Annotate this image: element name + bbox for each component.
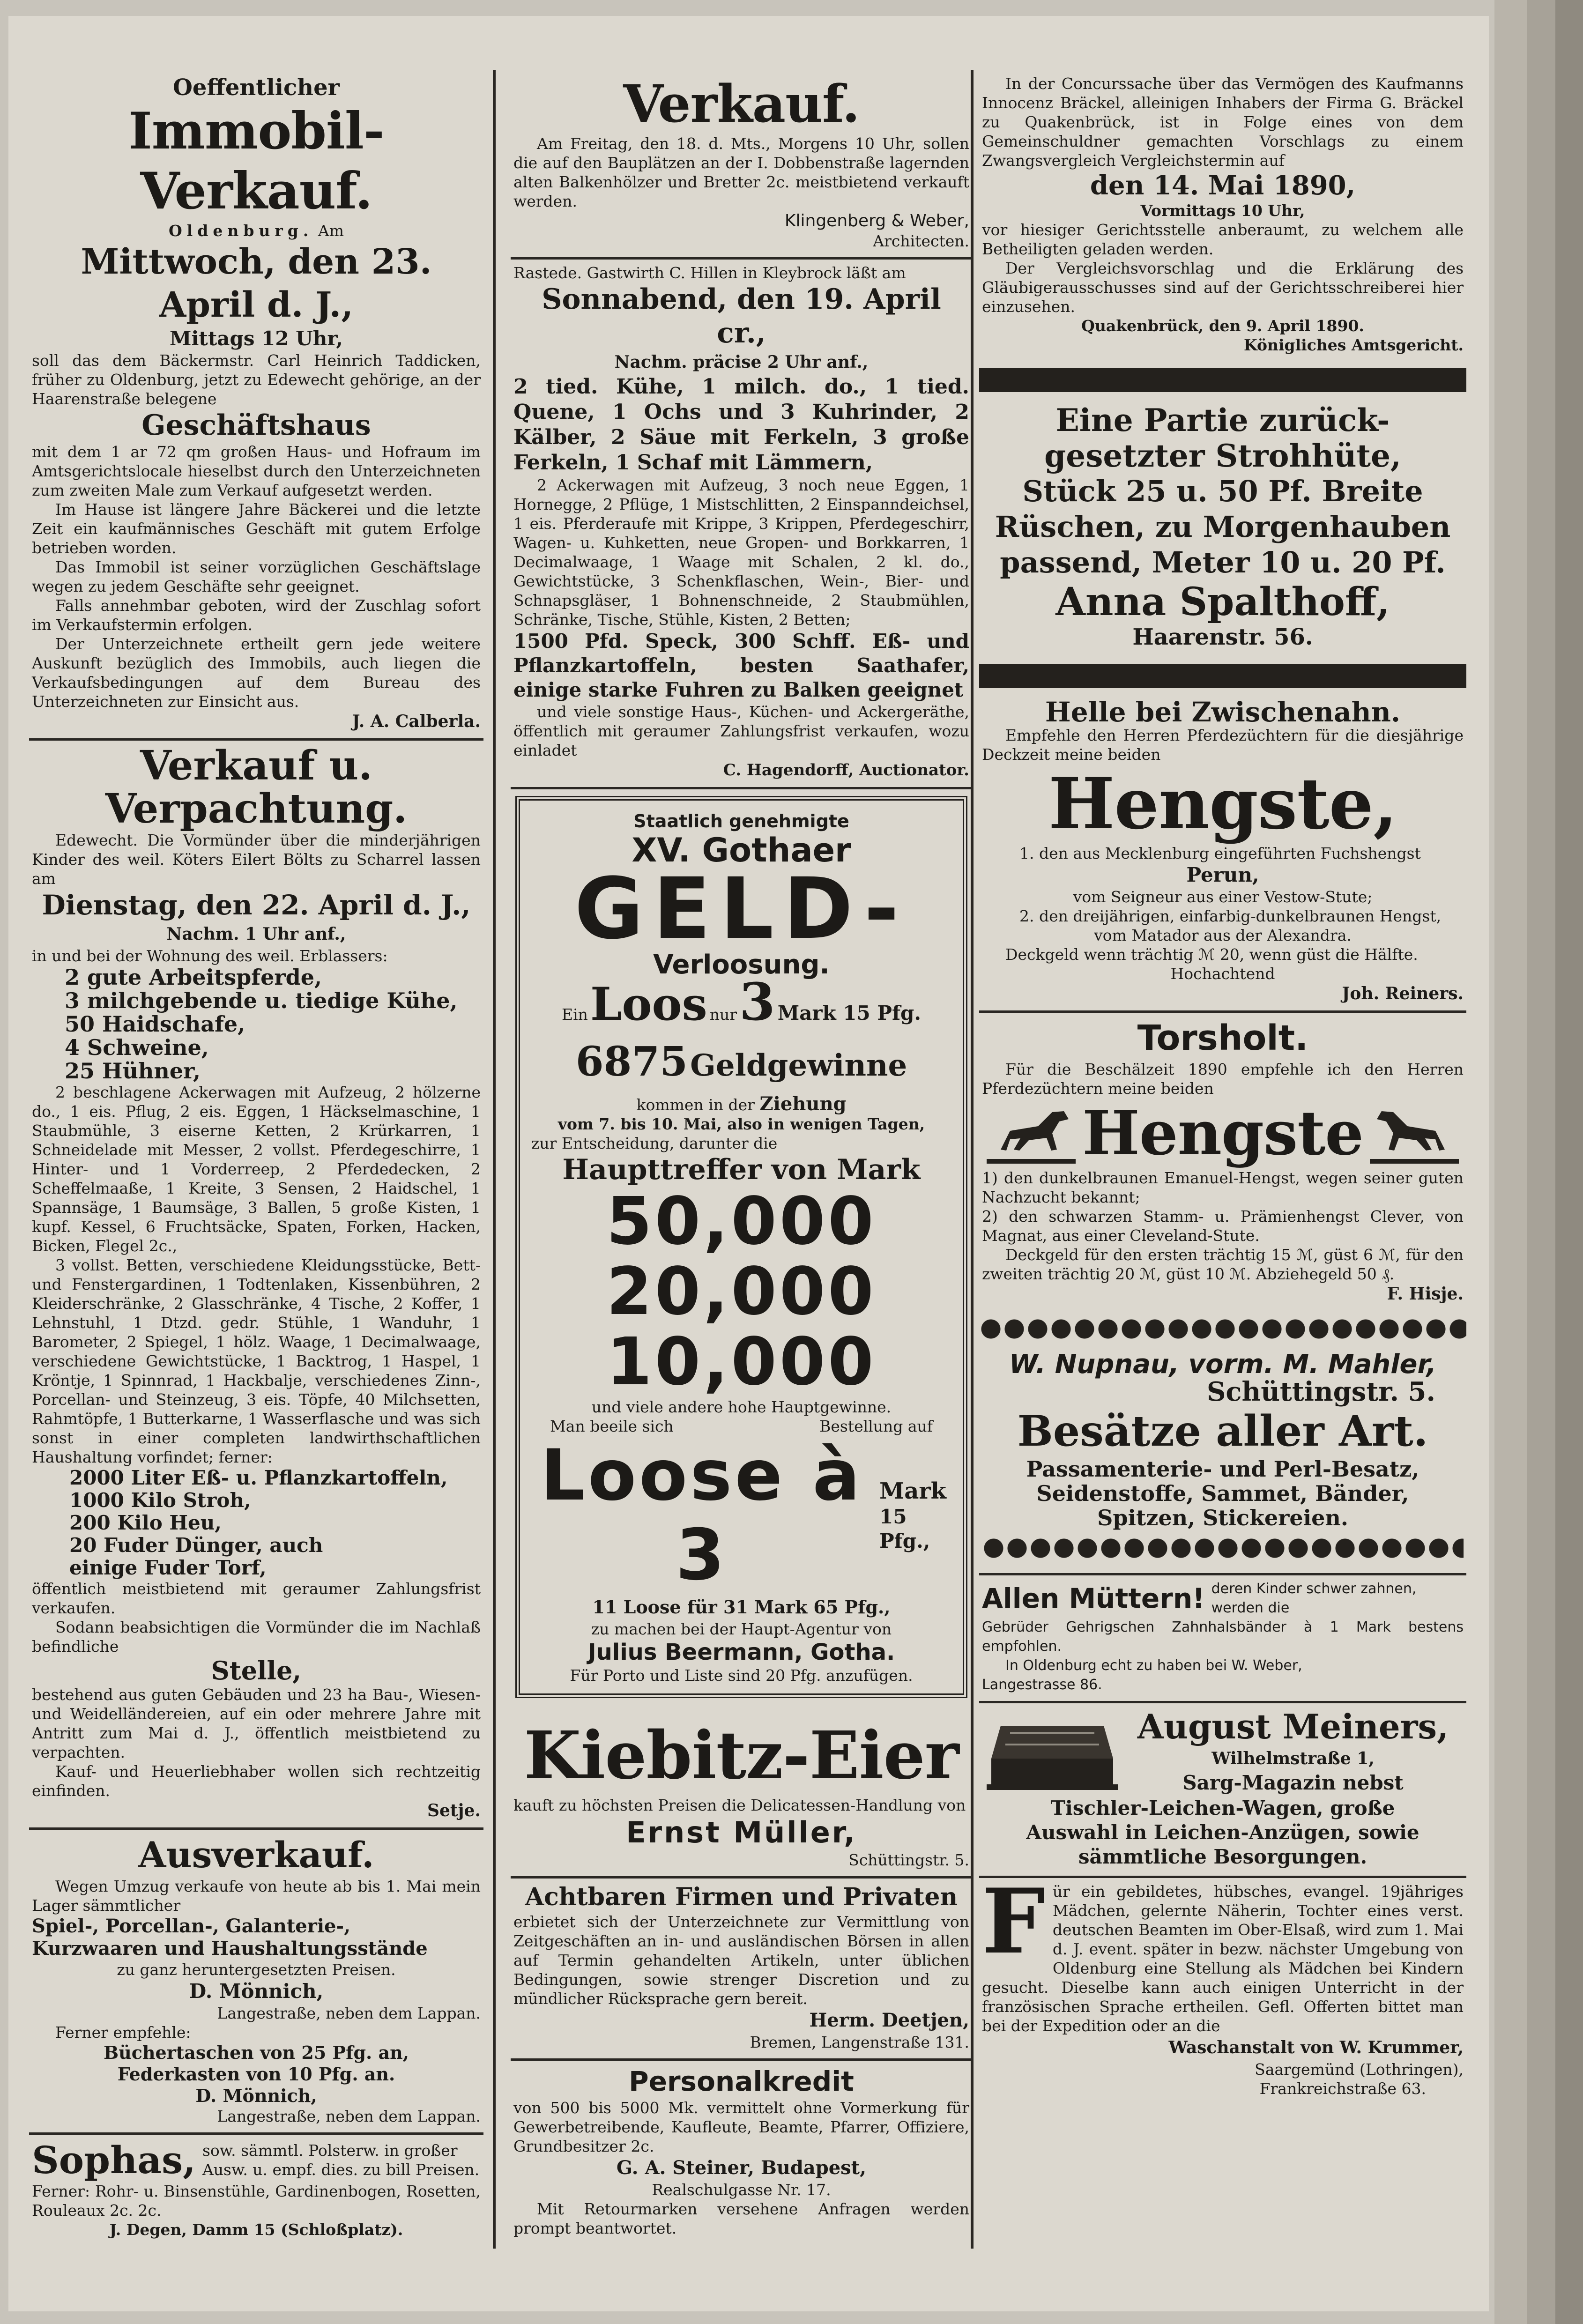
ad-title: Ausverkauf. bbox=[138, 1834, 374, 1876]
paragraph: Wegen Umzug verkaufe von heute ab bis 1. Mai mein Lager sämmtlicher bbox=[32, 1877, 481, 1915]
item-block: 1500 Pfd. Speck, 300 Schff. Eß- und Pflanzkartoffeln, besten Saathafer, einige starke Fuhren zu Balken geeignet bbox=[513, 630, 969, 701]
item-line: 1000 Kilo Stroh, bbox=[69, 1489, 251, 1512]
ad-title: Helle bei Zwischenahn. bbox=[1045, 696, 1401, 728]
signature: Königliches Amtsgericht. bbox=[1244, 336, 1464, 354]
address: Saargemünd (Lothringen), bbox=[1255, 2060, 1464, 2079]
ad-torsholt bbox=[979, 1013, 1466, 1311]
ad-title: Immobil-Verkauf. bbox=[128, 102, 384, 221]
firm-name: Julius Beermann, Gotha. bbox=[587, 1639, 895, 1665]
lottery-line: XV. Gothaer bbox=[632, 831, 851, 869]
lottery-headline: GELD- bbox=[574, 860, 908, 958]
paragraph: zu ganz heruntergesetzten Preisen. bbox=[117, 1960, 396, 1979]
column-right bbox=[979, 70, 1466, 2105]
signature: C. Hagendorff, Auctionator. bbox=[723, 761, 969, 780]
ad-stellung bbox=[979, 1869, 1466, 2105]
page-edge bbox=[1555, 0, 1583, 2324]
ad-allen-muettern bbox=[979, 1575, 1466, 1703]
lottery-line: Staatlich genehmigte bbox=[633, 811, 849, 832]
paragraph: Empfehle den Herren Pferdezüchtern für die diesjährige Deckzeit meine beiden bbox=[982, 726, 1464, 764]
paragraph: öffentlich meistbietend mit geraumer Zahlungsfrist verkaufen. bbox=[32, 1580, 481, 1617]
paragraph: mit dem 1 ar 72 qm großen Haus- und Hofraum im Amtsgerichtslocale hieselbst durch den Unterzeichneten zum zweiten Male zum Verkauf aufgesetzt werden. bbox=[32, 443, 481, 499]
address: Langestraße, neben dem Lappan. bbox=[217, 2107, 481, 2125]
paragraph: Ferner: Rohr- u. Binsenstühle, Gardinenbogen, Rosetten, Rouleaux 2c. 2c. bbox=[32, 2182, 481, 2220]
ad-geld-verloosung bbox=[511, 789, 972, 1712]
ad-line: Stück 25 u. 50 Pf. Breite bbox=[1022, 474, 1423, 508]
prize-heading: Haupttreffer von Mark bbox=[562, 1153, 921, 1186]
drop-cap: F bbox=[982, 1869, 1045, 1974]
column-middle bbox=[511, 70, 972, 2244]
paragraph: ür ein gebildetes, hübsches, evangel. 19jähriges Mädchen, gelernte Näherin, Tochter eines verst. deutschen Beamten im Ober-Elsaß, wird zum 1. Mai d. J. event. später in bezw. nächster Umgebung von Oldenburg eine Stellung als Mädchen bei Kindern gesucht. Dieselbe kann auch einigen Unterricht in der französischen Sprache ertheilen. Gefl. Offerten bittet man bei der Expedition oder an die bbox=[982, 1882, 1464, 2035]
ad-title: W. Nupnau, vorm. M. Mahler, bbox=[1009, 1349, 1437, 1380]
ad-line: Auswahl in Leichen-Anzügen, sowie bbox=[1026, 1821, 1419, 1844]
ad-title: Personalkredit bbox=[629, 2065, 854, 2097]
merchant-name: August Meiners, bbox=[1137, 1707, 1449, 1746]
price: 3 bbox=[739, 972, 775, 1032]
ad-verkauf-balken bbox=[511, 70, 972, 260]
ad-line: Passamenterie- und Perl-Besatz, bbox=[1026, 1456, 1419, 1482]
ad-headline: Besätze aller Art. bbox=[1017, 1406, 1428, 1456]
paragraph: zur Entscheidung, darunter die bbox=[531, 1134, 778, 1152]
ad-line: Sarg-Magazin nebst bbox=[1182, 1771, 1404, 1794]
ad-line: passend, Meter 10 u. 20 Pf. bbox=[1000, 545, 1446, 579]
auction-date: Dienstag, den 22. April d. J., bbox=[42, 889, 471, 921]
signature: Herm. Deetjen, bbox=[809, 2009, 969, 2031]
separator-dots bbox=[979, 1317, 1466, 1341]
paragraph: 2 beschlagene Ackerwagen mit Aufzeug, 2 hölzerne do., 1 eis. Pflug, 2 eis. Eggen, 1 Häckselmaschine, 1 Staubmühle, 3 eiserne Ketten, 2 Krürkarren, 1 Schneidelade mit Messer, 2 vollst. Pferdegeschirre, 1 Hinter- und 1 Vorderreep, 2 Pferdedecken, 2 Scheffelmaaße, 1 Kreite, 3 Sensen, 2 Haidschel, 1 Spannsäge, 1 Baumsäge, 3 Ballen, 5 große Kisten, 1 kupf. Kessel, 6 Fruchtsäcke, Spaten, Forken, Hacken, Bicken, Flegel 2c., bbox=[32, 1083, 481, 1255]
paragraph: sow. sämmtl. Polsterw. in großer Ausw. u. empf. dies. zu bill Preisen. bbox=[202, 2141, 480, 2179]
item-line: 50 Haidschafe, bbox=[65, 1011, 245, 1037]
paragraph: 2 Ackerwagen mit Aufzeug, 3 noch neue Eggen, 1 Hornegge, 2 Pflüge, 1 Mistschlitten, 2 Einspanndeichsel, 1 eis. Pferderaufe mit Krippe, 3 Krippen, Pferdegeschirr, Wagen- u. Kuhketten, neue Gropen- und Borkkarren, 1 Decimalwaage, 1 Waage mit Schalen, 2 kl. do., Gewichtstücke, 3 Schenkflaschen, Wein-, Bier- und Schnapsgläser, 1 Bohnenschneide, 2 Staubmühlen, Schränke, Tische, Stühle, Kisten, 2 Betten; bbox=[513, 476, 969, 629]
ad-strohhuete bbox=[979, 399, 1466, 657]
ad-line: gesetzter Strohhüte, bbox=[1044, 438, 1401, 474]
address: Schüttingstr. 5. bbox=[848, 1851, 969, 1869]
address: Wilhelmstraße 1, bbox=[1211, 1749, 1375, 1768]
horse-line: 1. den aus Mecklenburg eingeführten Fuchshengst bbox=[1019, 844, 1421, 862]
merchant-name: D. Mönnich, bbox=[195, 2085, 317, 2106]
ad-concurs bbox=[979, 70, 1466, 361]
auction-date: Sonnabend, den 19. April cr., bbox=[542, 283, 941, 349]
lot-offer: Loose à 3 bbox=[540, 1435, 863, 1596]
item-block: 2 tied. Kühe, 1 milch. do., 1 tied. Quene, 1 Ochs und 3 Kuhrinder, 2 Kälber, 2 Säue mit Ferkeln, 3 große Ferkeln, 1 Schaf mit Lämmern, bbox=[513, 375, 969, 475]
address: Langestraße, neben dem Lappan. bbox=[217, 2004, 481, 2022]
paragraph: In der Concurssache über das Vermögen des Kaufmanns Innocenz Bräckel, alleinigen Inhabers der Firma G. Bräckel zu Quakenbrück, ist in Folge eines von dem Gemeinschuldner gemachten Vorschlags zu einem Zwangsvergleich Vergleichstermin auf bbox=[982, 74, 1464, 170]
paragraph: erbietet sich der Unterzeichnete zur Vermittlung von Zeitgeschäften an in- und ausländischen Börsen in allen auf Termin gehandelten Artikeln, unter üblichen Bedingungen, sowie strenger Discretion und zu mündlicher Rücksprache gern bereit. bbox=[513, 1913, 969, 2008]
text: Mark bbox=[879, 1478, 946, 1504]
ad-boersen bbox=[511, 1879, 972, 2061]
horse-line: 2) den schwarzen Stamm- u. Prämienhengst Clever, von Magnat, aus einer Cleveland-Stute. bbox=[982, 1207, 1464, 1245]
auction-time: Mittags 12 Uhr, bbox=[169, 327, 343, 350]
item-line: Federkasten von 10 Pfg. an. bbox=[117, 2064, 395, 2085]
object-title: Geschäftshaus bbox=[141, 409, 371, 442]
auction-time: Nachm. 1 Uhr anf., bbox=[166, 924, 346, 944]
paragraph: 3 vollst. Betten, verschiedene Kleidungsstücke, Bett- und Fenstergardinen, 1 Todtenlaken, Kissenbühren, 2 Kleiderschränke, 2 Glasschränke, 4 Tische, 2 Koffer, 1 Lehnstuhl, 1 Dtzd. gedr. Stühle, 1 Wanduhr, 1 Barometer, 2 Spiegel, 1 hölz. Waage, 1 Decimalwaage, verschiedene Gewichtstücke, 1 Backtrog, 1 Haspel, 1 Kröntje, 1 Spinnrad, 1 Hackbalje, verschiedenes Zinn-, Porcellan- und Steinzeug, 3 eis. Töpfe, 40 Milchsetten, Rahmtöpfe, 1 Butterkarne, 1 Wasserflasche und was sich sonst in einer completen landwirthschaftlichen Haushaltung vorfindet; ferner: bbox=[32, 1256, 481, 1466]
text: kommen in der bbox=[636, 1096, 755, 1114]
greeting: Hochachtend bbox=[1170, 965, 1275, 983]
ad-sophas bbox=[29, 2135, 483, 2246]
place-date: Quakenbrück, den 9. April 1890. bbox=[1081, 317, 1364, 335]
paragraph: Kauf- und Heuerliebhaber wollen sich rechtzeitig einfinden. bbox=[32, 1762, 481, 1800]
paragraph: Im Hause ist längere Jahre Bäckerei und die letzte Zeit ein kaufmännisches Geschäft mit gutem Erfolge betrieben worden. bbox=[32, 500, 481, 557]
merchant-name: D. Mönnich, bbox=[189, 1980, 324, 2003]
paragraph: In Oldenburg echt zu haben bei W. Weber, bbox=[1005, 1657, 1302, 1674]
lottery-box bbox=[515, 796, 967, 1698]
ad-title: Verkauf u. Verpachtung. bbox=[105, 742, 408, 832]
ad-headline: Hengste bbox=[1082, 1097, 1363, 1169]
horse-line: vom Seigneur aus einer Vestow-Stute; bbox=[1073, 888, 1373, 906]
hearing-date: den 14. Mai 1890, bbox=[1090, 170, 1356, 201]
paragraph: Am Freitag, den 18. d. Mts., Morgens 10 Uhr, sollen die auf den Bauplätzen an der I. Dobbenstraße lagernden alten Balkenhölzer und Bretter 2c. meistbietend verkauft werden. bbox=[513, 134, 969, 210]
hearing-time: Vormittags 10 Uhr, bbox=[1140, 201, 1305, 220]
ad-rastede bbox=[511, 260, 972, 789]
paragraph: Ferner empfehle: bbox=[55, 2023, 191, 2042]
item-line: 2000 Liter Eß- u. Pflanzkartoffeln, bbox=[69, 1466, 448, 1489]
address: Schüttingstr. 5. bbox=[1206, 1376, 1435, 1407]
paragraph: vor hiesiger Gerichtsstelle anberaumt, zu welchem alle Betheiligten geladen werden. bbox=[982, 221, 1464, 258]
ad-title: Torsholt. bbox=[1137, 1018, 1308, 1058]
auction-time: Nachm. präcise 2 Uhr anf., bbox=[614, 352, 869, 372]
goods-line: Spiel-, Porcellan-, Galanterie-, Kurzwaaren und Haushaltungsstände bbox=[32, 1915, 428, 1960]
item-line: einige Fuder Torf, bbox=[69, 1556, 267, 1579]
item-line: 2 gute Arbeitspferde, bbox=[65, 965, 322, 990]
auction-date: Mittwoch, den 23. April d. J., bbox=[81, 242, 432, 325]
ad-title: Allen Müttern! bbox=[982, 1582, 1205, 1614]
paragraph: Deckgeld wenn trächtig ℳ 20, wenn güst die Hälfte. bbox=[1005, 945, 1418, 964]
paragraph: Das Immobil ist seiner vorzüglichen Geschäftslage wegen zu jedem Geschäfte sehr geeignet. bbox=[32, 558, 481, 595]
signature: F. Hisje. bbox=[1387, 1284, 1464, 1304]
draw-dates: vom 7. bis 10. Mai, also in wenigen Tagen, bbox=[557, 1115, 925, 1133]
column-left bbox=[29, 70, 483, 2246]
horse-line: vom Matador aus der Alexandra. bbox=[1094, 926, 1352, 944]
address: Haarenstr. 56. bbox=[1132, 624, 1313, 650]
paragraph: Für die Beschälzeit 1890 empfehle ich den Herren Pferdezüchtern meine beiden bbox=[982, 1060, 1464, 1098]
signature: Joh. Reiners. bbox=[1342, 984, 1464, 1003]
lottery-line: Verloosung. bbox=[653, 950, 830, 980]
horse-line: 2. den dreijährigen, einfarbig-dunkelbraunen Hengst, bbox=[1019, 907, 1442, 925]
separator-dots bbox=[982, 1537, 1464, 1560]
ad-title: Verkauf. bbox=[623, 74, 860, 134]
paragraph: soll das dem Bäckermstr. Carl Heinrich Taddicken, früher zu Oldenburg, jetzt zu Edewecht gehörige, an der Haarenstraße belegene bbox=[32, 351, 481, 408]
ad-subtitle: Oeffentlicher bbox=[173, 74, 340, 101]
horse-name: Perun, bbox=[1186, 863, 1259, 886]
ad-line: Seidenstoffe, Sammet, Bänder, bbox=[1036, 1481, 1409, 1506]
ad-hengste-helle bbox=[979, 695, 1466, 1013]
text: Geldgewinne bbox=[690, 1048, 907, 1083]
paragraph: und viele sonstige Haus-, Küchen- und Ackergeräthe, öffentlich mit geraumer Zahlungsfrist verkaufen, wozu einladet bbox=[513, 703, 969, 759]
paragraph: Sodann beabsichtigen die Vormünder die im Nachlaß befindliche bbox=[32, 1618, 481, 1656]
text: Ein bbox=[562, 1005, 588, 1024]
signature: J. A. Calberla. bbox=[352, 712, 481, 731]
text: Man beeile sich bbox=[550, 1417, 674, 1435]
horse-icon bbox=[982, 1098, 1080, 1168]
ad-personalkredit bbox=[511, 2061, 972, 2244]
paragraph: Deckgeld für den ersten trächtig 15 ℳ, güst 6 ℳ, für den zweiten trächtig 20 ℳ, güst 10 ℳ. Abziehegeld 50 ₰. bbox=[982, 1246, 1464, 1283]
prize-amount: 20,000 bbox=[606, 1254, 877, 1330]
paragraph: Der Unterzeichnete ertheilt gern jede weitere Auskunft bezüglich des Immobils, auch liegen die Verkaufsbedingungen auf dem Bureau des Unterzeichneten zur Einsicht aus. bbox=[32, 635, 481, 711]
merchant-name: Anna Spalthoff, bbox=[1055, 579, 1390, 624]
text: Mark 15 Pfg. bbox=[777, 1002, 921, 1025]
firm-name: Waschanstalt von W. Krummer, bbox=[1168, 2038, 1464, 2057]
paragraph: Für Porto und Liste sind 20 Pfg. anzufügen. bbox=[570, 1666, 913, 1685]
separator-bar bbox=[979, 368, 1466, 392]
ad-line: Spitzen, Stickereien. bbox=[1097, 1505, 1348, 1530]
ad-headline: Hengste, bbox=[1048, 763, 1397, 845]
signature-role: Architecten. bbox=[873, 232, 969, 250]
ad-nupnau bbox=[979, 1347, 1466, 1575]
separator-bar bbox=[979, 664, 1466, 688]
paragraph: zu machen bei der Haupt-Agentur von bbox=[591, 1620, 892, 1638]
object-title: Stelle, bbox=[211, 1656, 302, 1685]
signature: J. Degen, Damm 15 (Schloßplatz). bbox=[109, 2220, 403, 2239]
ad-line: Eine Partie zurück- bbox=[1055, 402, 1390, 438]
item-line: 200 Kilo Heu, bbox=[69, 1511, 222, 1534]
ad-verkauf-verpachtung bbox=[29, 741, 483, 1830]
prize-amount: 50,000 bbox=[606, 1183, 877, 1260]
ad-title: Achtbaren Firmen und Privaten bbox=[525, 1883, 958, 1911]
signature: Setje. bbox=[427, 1801, 481, 1820]
paragraph: und viele andere hohe Hauptgewinne. bbox=[591, 1398, 892, 1416]
paragraph: Gebrüder Gehrigschen Zahnhalsbänder à 1 Mark bestens empfohlen. bbox=[982, 1619, 1464, 1655]
item-line: 20 Fuder Dünger, auch bbox=[69, 1534, 323, 1557]
paragraph: Edewecht. Die Vormünder über die minderjährigen Kinder des weil. Köters Eilert Bölts zu Scharrel lassen am bbox=[32, 831, 481, 888]
column-rule bbox=[493, 70, 496, 2249]
paragraph: von 500 bis 5000 Mk. vermittelt ohne Vormerkung für Gewerbetreibende, Kaufleute, Beamte, Pfarrer, Offiziere, Grundbesitzer 2c. bbox=[513, 2099, 969, 2155]
ad-line: sämmtliche Besorgungen. bbox=[1078, 1845, 1367, 1868]
firm-name: G. A. Steiner, Budapest, bbox=[616, 2157, 867, 2179]
item-line: 3 milchgebende u. tiedige Kühe, bbox=[65, 988, 458, 1013]
item-line: 4 Schweine, bbox=[65, 1035, 209, 1060]
text: nur bbox=[709, 1005, 737, 1024]
text: Ziehung bbox=[759, 1093, 847, 1115]
paragraph: Falls annehmbar geboten, wird der Zuschlag sofort im Verkaufstermin erfolgen. bbox=[32, 596, 481, 634]
ad-title: Kiebitz-Eier bbox=[524, 1717, 959, 1794]
paragraph: Mit Retourmarken versehene Anfragen werden prompt beantwortet. bbox=[513, 2200, 969, 2237]
address: Langestrasse 86. bbox=[982, 1677, 1102, 1693]
horse-line: 1) den dunkelbraunen Emanuel-Hengst, wegen seiner guten Nachzucht bekannt; bbox=[982, 1169, 1464, 1206]
text: Bestellung auf bbox=[819, 1417, 933, 1435]
prize-amount: 10,000 bbox=[606, 1324, 877, 1400]
paragraph: in und bei der Wohnung des weil. Erblassers: bbox=[32, 947, 388, 965]
merchant-name: Ernst Müller, bbox=[626, 1815, 857, 1849]
item-line: 25 Hühner, bbox=[65, 1058, 201, 1084]
ad-title: Sophas, bbox=[32, 2138, 196, 2182]
ad-kiebitz-eier bbox=[511, 1712, 972, 1879]
text: Loos bbox=[590, 978, 707, 1031]
paragraph: bestehend aus guten Gebäuden und 23 ha Bau-, Wiesen- und Weidelländereien, auf ein oder mehrere Jahre mit Antritt zum Mai d. J., öffentlich meistbietend zu verpachten. bbox=[32, 1685, 481, 1761]
ad-line: Tischler-Leichen-Wagen, große bbox=[1050, 1797, 1395, 1819]
item-line: Büchertaschen von 25 Pfg. an, bbox=[104, 2042, 409, 2063]
ad-immobil-verkauf bbox=[29, 70, 483, 741]
place: Oldenburg. bbox=[169, 222, 313, 240]
page-edge bbox=[1527, 0, 1555, 2324]
address: Realschulgasse Nr. 17. bbox=[652, 2181, 831, 2199]
signature: Klingenberg & Weber, bbox=[784, 211, 969, 230]
paragraph: kauft zu höchsten Preisen die Delicatessen-Handlung von bbox=[513, 1796, 966, 1814]
address: Frankreichstraße 63. bbox=[1259, 2079, 1426, 2098]
ad-sarg-magazin bbox=[979, 1703, 1466, 1878]
paragraph: Der Vergleichsvorschlag und die Erklärung des Gläubigerausschusses sind auf der Gerichtsschreiberei hier einzusehen. bbox=[982, 259, 1464, 316]
paragraph: Rastede. Gastwirth C. Hillen in Kleybrock läßt am bbox=[513, 264, 906, 282]
prize-count: 6875 bbox=[575, 1038, 688, 1085]
page-edge bbox=[1494, 0, 1527, 2324]
coffin-icon bbox=[982, 1707, 1122, 1796]
paragraph: deren Kinder schwer zahnen, werden die bbox=[1211, 1581, 1417, 1616]
text: 15 Pfg., bbox=[879, 1505, 930, 1552]
horse-icon bbox=[1365, 1098, 1464, 1168]
ad-ausverkauf bbox=[29, 1830, 483, 2135]
ad-line: Rüschen, zu Morgenhauben bbox=[995, 510, 1451, 544]
address: Bremen, Langenstraße 131. bbox=[750, 2033, 969, 2051]
offer-line: 11 Loose für 31 Mark 65 Pfg., bbox=[592, 1596, 891, 1618]
text: Am bbox=[318, 222, 344, 240]
